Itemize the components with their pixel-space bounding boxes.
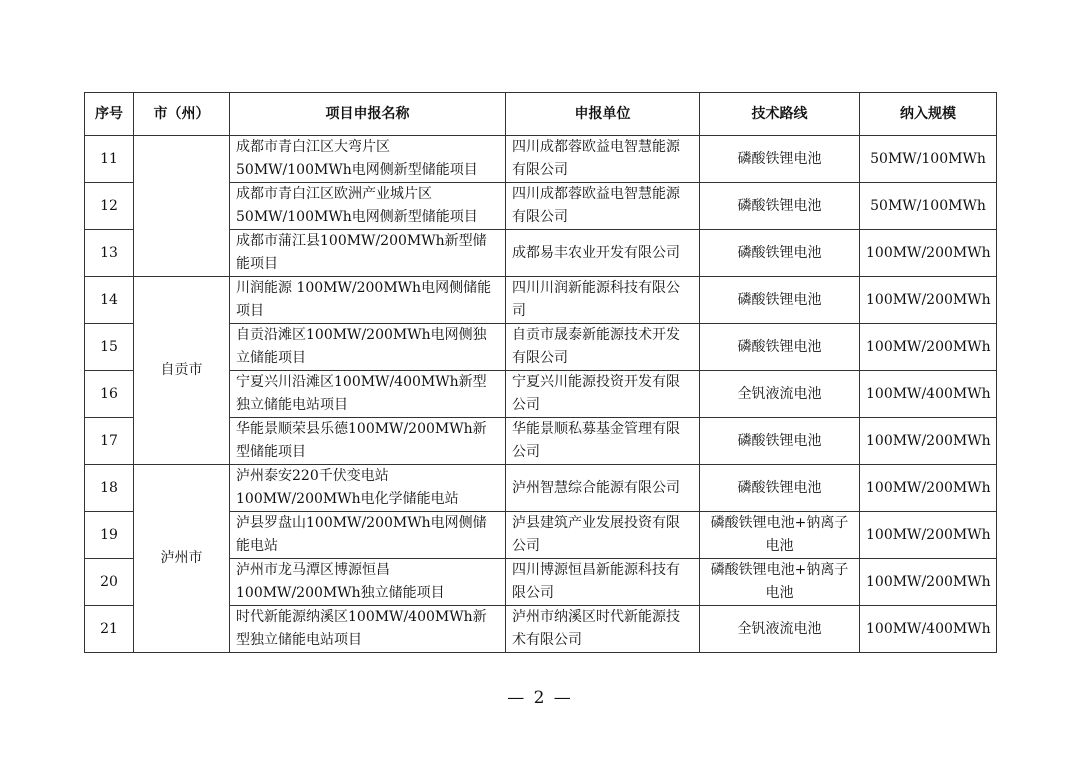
cell-project-name: 成都市青白江区大弯片区50MW/100MWh电网侧新型储能项目 bbox=[230, 136, 506, 183]
cell-applicant: 华能景顺私募基金管理有限公司 bbox=[506, 418, 700, 465]
cell-no: 13 bbox=[85, 230, 134, 277]
cell-project-name: 成都市青白江区欧洲产业城片区50MW/100MWh电网侧新型储能项目 bbox=[230, 183, 506, 230]
cell-scale: 100MW/200MWh bbox=[860, 559, 997, 606]
cell-applicant: 四川成都蓉欧益电智慧能源有限公司 bbox=[506, 136, 700, 183]
cell-no: 19 bbox=[85, 512, 134, 559]
cell-city bbox=[134, 136, 230, 277]
cell-no: 14 bbox=[85, 277, 134, 324]
cell-project-name: 时代新能源纳溪区100MW/400MWh新型独立储能电站项目 bbox=[230, 606, 506, 653]
cell-project-name: 泸州市龙马潭区博源恒昌100MW/200MWh独立储能项目 bbox=[230, 559, 506, 606]
cell-applicant: 自贡市晟泰新能源技术开发有限公司 bbox=[506, 324, 700, 371]
cell-project-name: 成都市蒲江县100MW/200MWh新型储能项目 bbox=[230, 230, 506, 277]
cell-scale: 100MW/200MWh bbox=[860, 418, 997, 465]
cell-tech-route: 全钒液流电池 bbox=[700, 606, 860, 653]
cell-applicant: 四川川润新能源科技有限公司 bbox=[506, 277, 700, 324]
cell-project-name: 华能景顺荣县乐德100MW/200MWh新型储能项目 bbox=[230, 418, 506, 465]
cell-applicant: 泸县建筑产业发展投资有限公司 bbox=[506, 512, 700, 559]
cell-tech-route: 磷酸铁锂电池+钠离子电池 bbox=[700, 512, 860, 559]
header-city: 市（州） bbox=[134, 93, 230, 136]
cell-scale: 100MW/200MWh bbox=[860, 277, 997, 324]
cell-applicant: 泸州市纳溪区时代新能源技术有限公司 bbox=[506, 606, 700, 653]
cell-no: 20 bbox=[85, 559, 134, 606]
cell-applicant: 泸州智慧综合能源有限公司 bbox=[506, 465, 700, 512]
header-applicant: 申报单位 bbox=[506, 93, 700, 136]
cell-no: 16 bbox=[85, 371, 134, 418]
header-scale: 纳入规模 bbox=[860, 93, 997, 136]
table-header-row bbox=[85, 93, 997, 136]
cell-applicant: 四川博源恒昌新能源科技有限公司 bbox=[506, 559, 700, 606]
cell-applicant: 四川成都蓉欧益电智慧能源有限公司 bbox=[506, 183, 700, 230]
cell-project-name: 泸州泰安220千伏变电站100MW/200MWh电化学储能电站 bbox=[230, 465, 506, 512]
cell-scale: 100MW/200MWh bbox=[860, 324, 997, 371]
cell-tech-route: 磷酸铁锂电池 bbox=[700, 183, 860, 230]
cell-no: 11 bbox=[85, 136, 134, 183]
cell-scale: 50MW/100MWh bbox=[860, 183, 997, 230]
table-body bbox=[85, 136, 997, 653]
cell-tech-route: 磷酸铁锂电池 bbox=[700, 277, 860, 324]
cell-tech-route: 磷酸铁锂电池 bbox=[700, 136, 860, 183]
cell-tech-route: 磷酸铁锂电池 bbox=[700, 230, 860, 277]
cell-applicant: 成都易丰农业开发有限公司 bbox=[506, 230, 700, 277]
cell-no: 12 bbox=[85, 183, 134, 230]
header-no: 序号 bbox=[85, 93, 134, 136]
cell-scale: 100MW/400MWh bbox=[860, 371, 997, 418]
cell-project-name: 泸县罗盘山100MW/200MWh电网侧储能电站 bbox=[230, 512, 506, 559]
table-row bbox=[85, 277, 997, 324]
cell-tech-route: 磷酸铁锂电池 bbox=[700, 324, 860, 371]
header-project-name: 项目申报名称 bbox=[230, 93, 506, 136]
cell-scale: 100MW/400MWh bbox=[860, 606, 997, 653]
project-table bbox=[84, 92, 997, 653]
page-number: — 2 — bbox=[507, 688, 573, 708]
cell-city: 泸州市 bbox=[134, 465, 230, 653]
cell-no: 18 bbox=[85, 465, 134, 512]
cell-scale: 100MW/200MWh bbox=[860, 230, 997, 277]
cell-no: 17 bbox=[85, 418, 134, 465]
cell-project-name: 宁夏兴川沿滩区100MW/400MWh新型独立储能电站项目 bbox=[230, 371, 506, 418]
cell-tech-route: 全钒液流电池 bbox=[700, 371, 860, 418]
cell-tech-route: 磷酸铁锂电池+钠离子电池 bbox=[700, 559, 860, 606]
table-row bbox=[85, 136, 997, 183]
cell-no: 21 bbox=[85, 606, 134, 653]
table-row bbox=[85, 465, 997, 512]
cell-scale: 50MW/100MWh bbox=[860, 136, 997, 183]
cell-project-name: 川润能源 100MW/200MWh电网侧储能项目 bbox=[230, 277, 506, 324]
cell-scale: 100MW/200MWh bbox=[860, 512, 997, 559]
cell-no: 15 bbox=[85, 324, 134, 371]
cell-tech-route: 磷酸铁锂电池 bbox=[700, 418, 860, 465]
cell-city: 自贡市 bbox=[134, 277, 230, 465]
header-tech-route: 技术路线 bbox=[700, 93, 860, 136]
cell-applicant: 宁夏兴川能源投资开发有限公司 bbox=[506, 371, 700, 418]
cell-tech-route: 磷酸铁锂电池 bbox=[700, 465, 860, 512]
cell-project-name: 自贡沿滩区100MW/200MWh电网侧独立储能项目 bbox=[230, 324, 506, 371]
cell-scale: 100MW/200MWh bbox=[860, 465, 997, 512]
